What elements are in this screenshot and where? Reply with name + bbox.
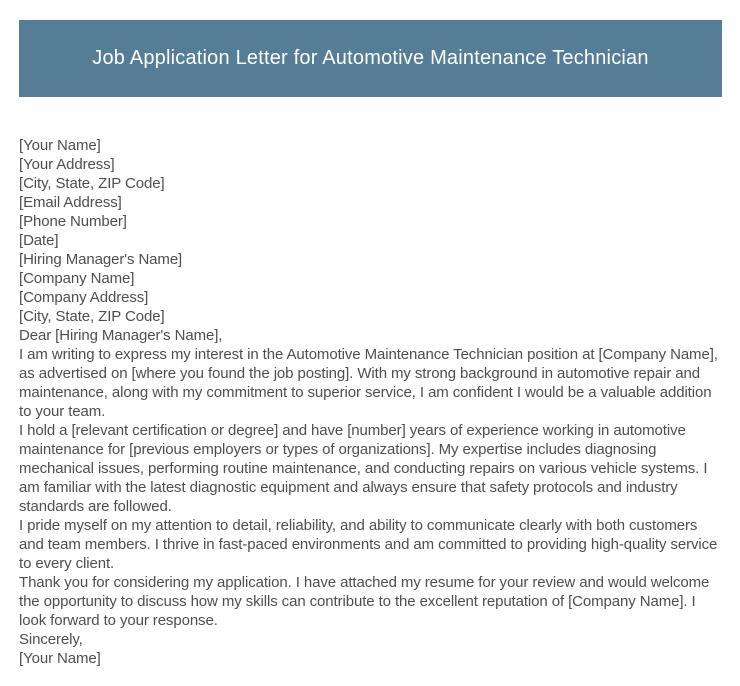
contact-line-company-address: [Company Address] (19, 289, 149, 306)
contact-line-email: [Email Address] (19, 194, 122, 211)
salutation: Dear [Hiring Manager's Name], (19, 327, 223, 344)
paragraph-experience: I hold a [relevant certification or degree] and have [number] years of experience working in automotive maintenance for [previous employers or types of organizations]. My expertise includes diagnosing mechanical issues, performing routine maintenance, and conducting repairs on various vehicle systems. I am familiar with the latest diagnostic equipment and always ensure that safety protocols and industry standards are followed. (19, 422, 708, 515)
contact-line-company-city-state-zip: [City, State, ZIP Code] (19, 308, 165, 325)
contact-line-city-state-zip: [City, State, ZIP Code] (19, 175, 165, 192)
letter-body (19, 136, 723, 668)
paragraph-thank-you: Thank you for considering my application. I have attached my resume for your review and would welcome the opportunity to discuss how my skills can contribute to the excellent reputation of [Company Name]. I look forward to your response. (19, 574, 710, 629)
contact-line-company-name: [Company Name] (19, 270, 135, 287)
page-title: Job Application Letter for Automotive Maintenance Technician (92, 47, 649, 69)
paragraph-qualities: I pride myself on my attention to detail, reliability, and ability to communicate clearly with both customers and team members. I thrive in fast-paced environments and am committed to providing high-quality service to every client. (19, 517, 718, 572)
contact-line-phone: [Phone Number] (19, 213, 127, 230)
contact-line-date: [Date] (19, 232, 59, 249)
contact-line-your-address: [Your Address] (19, 156, 115, 173)
closing: Sincerely, (19, 631, 83, 648)
signature: [Your Name] (19, 650, 101, 667)
contact-line-your-name: [Your Name] (19, 137, 101, 154)
header-banner (19, 20, 722, 97)
contact-line-hiring-manager: [Hiring Manager's Name] (19, 251, 183, 268)
paragraph-introduction: I am writing to express my interest in the Automotive Maintenance Technician position at [Company Name], as advertised on [where you found the job posting]. With my strong background in automotive repair and maintenance, along with my commitment to superior service, I am confident I would be a valuable addition to your team. (19, 346, 718, 420)
